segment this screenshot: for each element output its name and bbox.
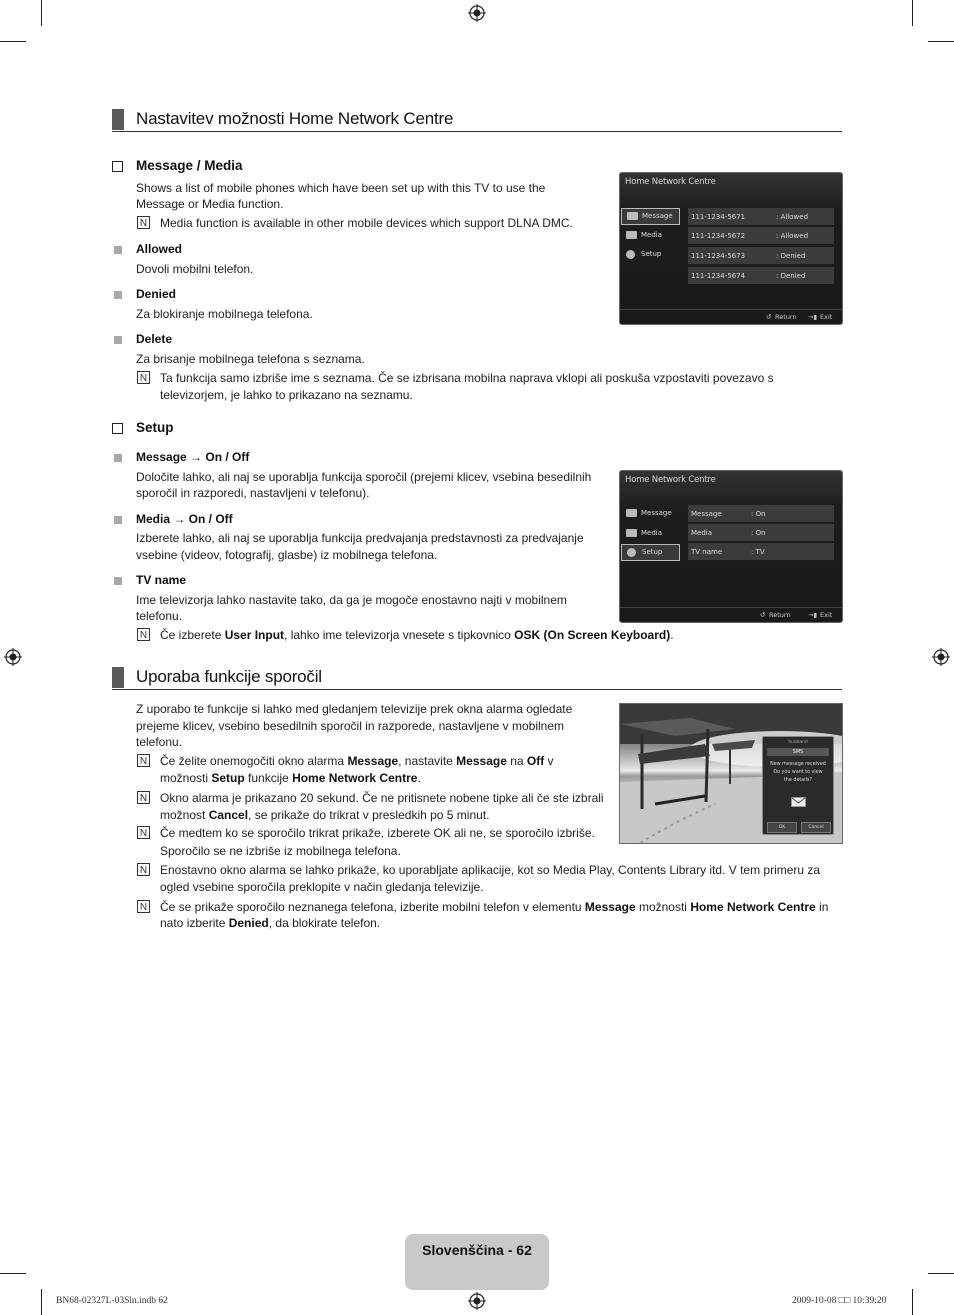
- exit-icon: →▮: [808, 611, 818, 619]
- tv-footer: [620, 309, 842, 324]
- item-desc: Dovoli mobilni telefon.: [136, 262, 254, 276]
- item-desc: Izberete lahko, ali naj se uporablja funkcija predvajanja predstavnosti za predvajanje: [136, 531, 584, 545]
- media-icon: [626, 231, 637, 239]
- square-bullet-icon: [114, 454, 122, 462]
- crop-mark: [41, 0, 42, 26]
- note-text: Media function is available in other mobile devices which support DLNA DMC.: [160, 216, 573, 230]
- tv-menu-media: Media: [621, 228, 678, 243]
- crop-mark: [928, 41, 954, 42]
- popup-message: New message received Do you want to view the details?: [770, 762, 826, 783]
- crop-mark: [41, 1289, 42, 1315]
- paragraph: Shows a list of mobile phones which have been set up with this TV to use the: [136, 181, 546, 195]
- svg-text:N: N: [139, 865, 148, 876]
- exit-label: Exit: [820, 611, 833, 619]
- checkbox-bullet-icon: [112, 423, 123, 434]
- page-number-box: [405, 1234, 549, 1290]
- return-icon: ↺: [766, 313, 772, 321]
- item-label: Delete: [136, 332, 173, 346]
- svg-text:N: N: [139, 630, 148, 641]
- item-desc: Ime televizorja lahko nastavite tako, da ga je mogoče enostavno najti v mobilnem: [136, 593, 567, 607]
- tv-menu-message: Message: [621, 208, 680, 225]
- note-icon: [137, 826, 150, 839]
- envelope-icon: [626, 509, 637, 517]
- tv-screen-title: Home Network Centre: [625, 177, 716, 187]
- popup-sender: husband: [788, 740, 808, 745]
- subheading-message-media: Message / Media: [136, 158, 243, 173]
- tv-setting-row: TV name : TV: [688, 543, 834, 560]
- tv-menu-setup: Setup: [621, 247, 678, 262]
- media-icon: [626, 529, 637, 537]
- note-text: televizorjem, je lahko to prikazano na seznamu.: [160, 388, 413, 402]
- note-icon: [137, 628, 150, 641]
- crop-mark: [0, 1273, 26, 1274]
- crop-mark: [0, 41, 26, 42]
- note-icon: [137, 371, 150, 384]
- section-title: Nastavitev možnosti Home Network Centre: [136, 109, 454, 128]
- gear-icon: [627, 548, 636, 557]
- svg-text:N: N: [139, 756, 148, 767]
- note-text: Ta funkcija samo izbriše ime s seznama. Če se izbrisana mobilna naprava vklopi ali poskuša vzpostaviti povezavo s: [160, 371, 774, 385]
- tv-setting-row: Media : On: [688, 524, 834, 541]
- section-heading: [112, 667, 842, 690]
- subheading-setup: Setup: [136, 420, 174, 435]
- registration-mark-icon: [468, 4, 486, 22]
- note-icon: [137, 216, 150, 229]
- note-text: Če medtem ko se sporočilo trikrat prikaže, izberete OK ali ne, se sporočilo izbriše.: [160, 826, 595, 840]
- item-desc: vsebine (videov, fotografij, glasbe) iz mobilnega telefona.: [136, 548, 438, 562]
- note-icon: [137, 863, 150, 876]
- sms-alert-popup: [762, 736, 834, 835]
- popup-ok-button[interactable]: OK: [767, 822, 797, 833]
- item-label: Message → On / Off: [136, 450, 250, 464]
- square-bullet-icon: [114, 246, 122, 254]
- paragraph: Z uporabo te funkcije si lahko med gledanjem televizije prek okna alarma ogledate: [136, 702, 573, 716]
- svg-text:N: N: [139, 793, 148, 804]
- registration-mark-icon: [932, 648, 950, 666]
- note-text: nato izberite Denied, da blokirate telefon.: [160, 916, 381, 930]
- svg-text:N: N: [139, 828, 148, 839]
- note-text: Sporočilo se ne izbriše iz mobilnega telefona.: [160, 844, 401, 858]
- tv-list-row: 111-1234-5673 : Denied: [688, 247, 834, 264]
- registration-mark-icon: [4, 648, 22, 666]
- note-text: Enostavno okno alarma se lahko prikaže, ko uporabljate aplikacije, kot so Media Play, Contents Library itd. V tem primeru za: [160, 863, 821, 877]
- exit-label: Exit: [820, 313, 833, 321]
- note-text: Če želite onemogočiti okno alarma Message, nastavite Message na Off v: [160, 754, 554, 768]
- imprint-file: BN68-02327L-03Sln.indb 62: [56, 1296, 168, 1306]
- note-text: ogled vsebine sporočila preklopite v način gledanja televizije.: [160, 880, 484, 894]
- item-desc: Za brisanje mobilnega telefona s seznama.: [136, 352, 365, 366]
- tv-screen-message-list: [619, 172, 843, 325]
- tv-setting-row: Message : On: [688, 505, 834, 522]
- item-label: Allowed: [136, 242, 183, 256]
- tv-screen-title: Home Network Centre: [625, 475, 716, 485]
- tv-menu-setup: Setup: [621, 544, 680, 561]
- section-heading: [112, 109, 842, 132]
- tv-list-row: 111-1234-5672 : Allowed: [688, 227, 834, 244]
- tv-menu-message: Message: [621, 506, 678, 521]
- page-number: Slovenščina - 62: [422, 1242, 532, 1258]
- return-label: Return: [769, 611, 791, 619]
- paragraph: Message or Media function.: [136, 197, 284, 211]
- paragraph: prejeme klicev, vsebino besedilnih sporočil in razporede, nastavljene v mobilnem: [136, 719, 564, 733]
- item-desc: telefonu.: [136, 609, 183, 623]
- note-text: Če se prikaže sporočilo neznanega telefona, izberite mobilni telefon v elementu Message možnosti Home Network Centre in: [160, 900, 829, 914]
- tv-menu-media: Media: [621, 526, 678, 541]
- note-icon: [137, 900, 150, 913]
- envelope-icon: [627, 212, 638, 220]
- note-text: možnosti Setup funkcije Home Network Centre.: [160, 771, 421, 785]
- gear-icon: [626, 250, 635, 259]
- svg-text:N: N: [139, 373, 148, 384]
- imprint-date: 2009-10-08 □□ 10:39:20: [792, 1296, 887, 1306]
- item-desc: Določite lahko, ali naj se uporablja funkcija sporočil (prejemi klicev, vsebina besedilnih: [136, 470, 592, 484]
- crop-mark: [912, 1289, 913, 1315]
- item-desc: Za blokiranje mobilnega telefona.: [136, 307, 313, 321]
- square-bullet-icon: [114, 577, 122, 585]
- paragraph: telefonu.: [136, 735, 183, 749]
- svg-text:N: N: [139, 902, 148, 913]
- tv-list-row: 111-1234-5674 : Denied: [688, 267, 834, 284]
- note-icon: [137, 791, 150, 804]
- item-label: Media → On / Off: [136, 512, 233, 526]
- svg-text:N: N: [139, 218, 148, 229]
- item-desc: sporočil in razporedi, nastavljeni v telefonu).: [136, 486, 370, 500]
- square-bullet-icon: [114, 516, 122, 524]
- note-text: Okno alarma je prikazano 20 sekund. Če ne pritisnete nobene tipke ali če ste izbrali: [160, 791, 604, 805]
- square-bullet-icon: [114, 291, 122, 299]
- note-icon: [137, 754, 150, 767]
- tv-screen-setup: [619, 470, 843, 623]
- return-icon: ↺: [760, 611, 766, 619]
- tv-footer: [620, 607, 842, 622]
- tv-list-row: 111-1234-5671 : Allowed: [688, 208, 834, 225]
- crop-mark: [912, 0, 913, 26]
- registration-mark-icon: [468, 1292, 486, 1310]
- return-label: Return: [775, 313, 797, 321]
- square-bullet-icon: [114, 336, 122, 344]
- envelope-icon: [791, 797, 806, 807]
- item-label: TV name: [136, 573, 187, 587]
- heading-bar: [112, 667, 124, 688]
- popup-cancel-button[interactable]: Cancel: [801, 822, 831, 833]
- crop-mark: [928, 1273, 954, 1274]
- exit-icon: →▮: [808, 313, 818, 321]
- note-text: možnost Cancel, se prikaže do trikrat v presledkih po 5 minut.: [160, 808, 490, 822]
- heading-bar: [112, 109, 124, 130]
- item-label: Denied: [136, 287, 177, 301]
- note-text: Če izberete User Input, lahko ime televizorja vnesete s tipkovnico OSK (On Screen Keyboard).: [160, 628, 674, 642]
- checkbox-bullet-icon: [112, 161, 123, 172]
- popup-type: SMS: [767, 748, 829, 756]
- section-title: Uporaba funkcije sporočil: [136, 667, 322, 686]
